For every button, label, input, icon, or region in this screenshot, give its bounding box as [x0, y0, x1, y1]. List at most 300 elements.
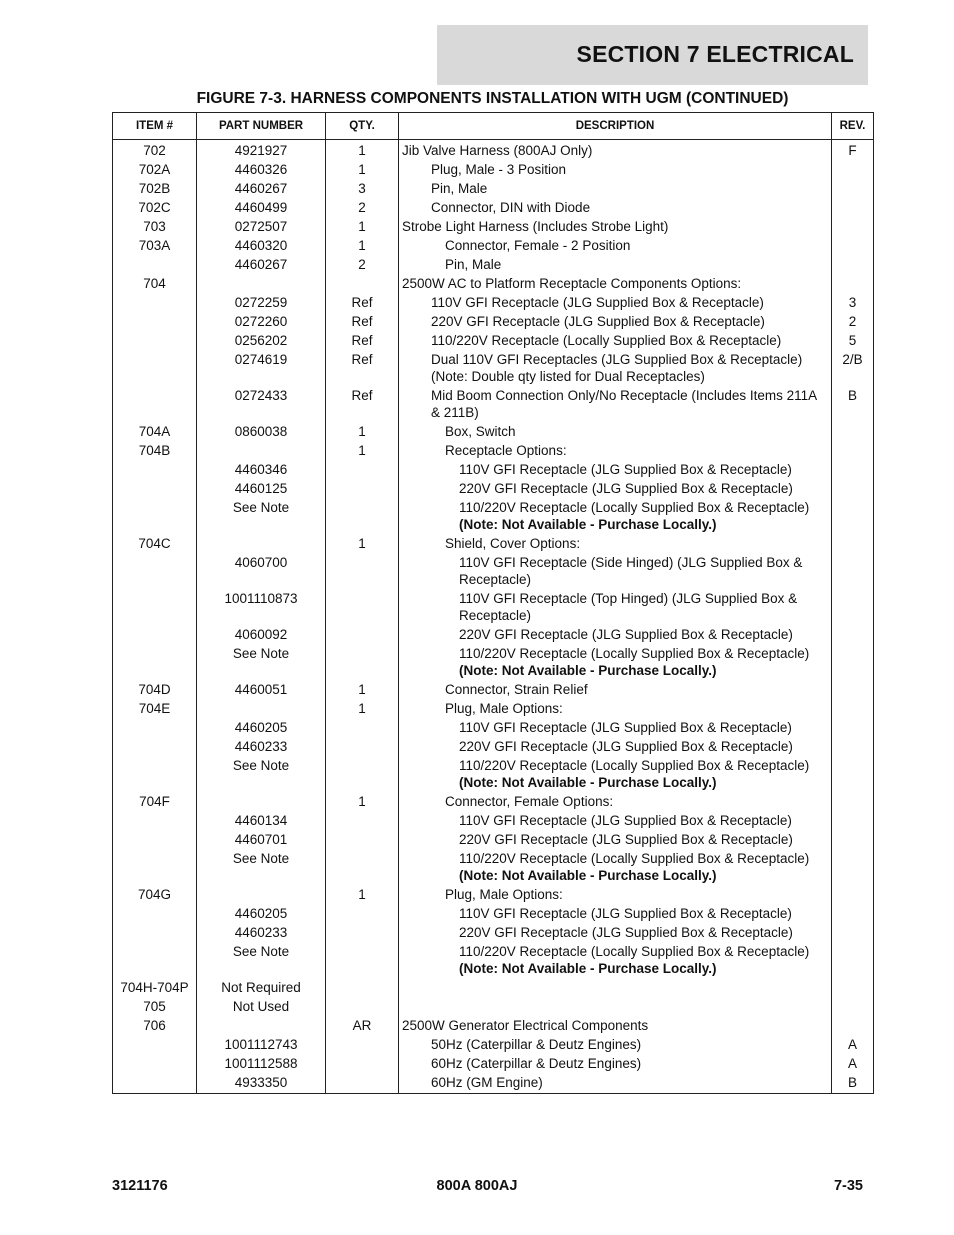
qty-cell [326, 718, 399, 737]
table-row [113, 756, 874, 792]
qty-cell: Ref [326, 312, 399, 331]
rev-cell [832, 942, 874, 978]
part-number-cell [197, 274, 326, 293]
part-number-cell: 0256202 [197, 331, 326, 350]
part-number-cell: 4060092 [197, 625, 326, 644]
description-text: Jib Valve Harness (800AJ Only) [402, 143, 593, 158]
table-row [113, 589, 874, 625]
description-text: 110/220V Receptacle (Locally Supplied Box & Receptacle) [431, 333, 782, 348]
footer-models: 800A 800AJ [436, 1178, 518, 1194]
description-text: 2500W AC to Platform Receptacle Components Options: [402, 276, 742, 291]
part-number-cell: 4460326 [197, 160, 326, 179]
description-cell [399, 699, 832, 718]
item-number-cell: 704E [113, 699, 197, 718]
part-number-cell: 4060700 [197, 553, 326, 589]
description-cell [399, 625, 832, 644]
item-number-cell [113, 553, 197, 589]
item-number-cell: 704 [113, 274, 197, 293]
item-number-cell: 702A [113, 160, 197, 179]
qty-cell: 1 [326, 140, 399, 161]
table-row [113, 1016, 874, 1035]
description-cell [399, 422, 832, 441]
qty-cell: Ref [326, 293, 399, 312]
part-number-cell: 4921927 [197, 140, 326, 161]
description-cell [399, 997, 832, 1016]
part-number-cell: 4460051 [197, 680, 326, 699]
table-row [113, 1054, 874, 1073]
description-text: 220V GFI Receptacle (JLG Supplied Box & Receptacle) [459, 627, 793, 642]
rev-cell [832, 274, 874, 293]
part-number-cell: See Note [197, 849, 326, 885]
table-row [113, 274, 874, 293]
qty-cell [326, 997, 399, 1016]
rev-cell [832, 923, 874, 942]
description-text: Connector, Female - 2 Position [445, 238, 631, 253]
column-header-item: ITEM # [113, 113, 197, 140]
part-number-cell [197, 792, 326, 811]
table-row [113, 460, 874, 479]
table-row [113, 978, 874, 997]
description-text: 110V GFI Receptacle (Top Hinged) (JLG Supplied Box & Receptacle) [459, 591, 798, 623]
qty-cell [326, 811, 399, 830]
rev-cell [832, 534, 874, 553]
qty-cell: 2 [326, 255, 399, 274]
item-number-cell: 706 [113, 1016, 197, 1035]
description-cell [399, 1016, 832, 1035]
description-text: 110/220V Receptacle (Locally Supplied Box & Receptacle) [459, 758, 810, 773]
rev-cell [832, 460, 874, 479]
part-number-cell: Not Required [197, 978, 326, 997]
qty-cell: 1 [326, 236, 399, 255]
part-number-cell: 4460320 [197, 236, 326, 255]
description-cell [399, 312, 832, 331]
rev-cell [832, 978, 874, 997]
part-number-cell: 4460346 [197, 460, 326, 479]
rev-cell [832, 217, 874, 236]
table-row [113, 923, 874, 942]
description-text: Pin, Male [431, 181, 488, 196]
table-row [113, 179, 874, 198]
description-text: 110V GFI Receptacle (JLG Supplied Box & Receptacle) [459, 813, 792, 828]
description-note: (Note: Not Available - Purchase Locally.) [459, 663, 717, 678]
rev-cell [832, 811, 874, 830]
table-row [113, 718, 874, 737]
table-row [113, 553, 874, 589]
rev-cell [832, 792, 874, 811]
rev-cell: 2/B [832, 350, 874, 386]
item-number-cell [113, 849, 197, 885]
item-number-cell [113, 460, 197, 479]
rev-cell [832, 718, 874, 737]
item-number-cell: 704G [113, 885, 197, 904]
description-cell [399, 1054, 832, 1073]
table-row [113, 644, 874, 680]
description-text: 110/220V Receptacle (Locally Supplied Box & Receptacle) [459, 944, 810, 959]
part-number-cell: See Note [197, 942, 326, 978]
description-cell [399, 885, 832, 904]
item-number-cell: 704D [113, 680, 197, 699]
item-number-cell [113, 737, 197, 756]
item-number-cell [113, 1073, 197, 1094]
item-number-cell [113, 625, 197, 644]
description-note: (Note: Not Available - Purchase Locally.) [459, 517, 717, 532]
table-row [113, 293, 874, 312]
description-text: 50Hz (Caterpillar & Deutz Engines) [431, 1037, 642, 1052]
table-row [113, 699, 874, 718]
part-number-cell: 4460267 [197, 179, 326, 198]
part-number-cell: 4460233 [197, 737, 326, 756]
qty-cell: 1 [326, 792, 399, 811]
qty-cell: AR [326, 1016, 399, 1035]
rev-cell: 2 [832, 312, 874, 331]
item-number-cell [113, 255, 197, 274]
column-header-description: DESCRIPTION [399, 113, 832, 140]
description-cell [399, 756, 832, 792]
description-cell [399, 460, 832, 479]
table-row [113, 830, 874, 849]
description-cell [399, 811, 832, 830]
qty-cell: Ref [326, 350, 399, 386]
table-row [113, 441, 874, 460]
description-text: 2500W Generator Electrical Components [402, 1018, 649, 1033]
part-number-cell: 1001110873 [197, 589, 326, 625]
table-row [113, 160, 874, 179]
description-note: (Note: Not Available - Purchase Locally.) [459, 961, 717, 976]
description-text: Dual 110V GFI Receptacles (JLG Supplied Box & Receptacle) (Note: Double qty listed for Dual Receptacles) [431, 352, 803, 384]
rev-cell [832, 737, 874, 756]
qty-cell: 1 [326, 422, 399, 441]
description-cell [399, 386, 832, 422]
item-number-cell [113, 331, 197, 350]
rev-cell [832, 1016, 874, 1035]
part-number-cell: 0272260 [197, 312, 326, 331]
qty-cell: 1 [326, 217, 399, 236]
rev-cell [832, 625, 874, 644]
part-number-cell: 0274619 [197, 350, 326, 386]
part-number-cell: 4460267 [197, 255, 326, 274]
description-text: Receptacle Options: [445, 443, 567, 458]
description-text: 110/220V Receptacle (Locally Supplied Box & Receptacle) [459, 851, 810, 866]
description-cell [399, 479, 832, 498]
qty-cell: 1 [326, 160, 399, 179]
rev-cell [832, 756, 874, 792]
description-text: Connector, Female Options: [445, 794, 614, 809]
item-number-cell [113, 1054, 197, 1073]
qty-cell [326, 978, 399, 997]
rev-cell: B [832, 1073, 874, 1094]
description-text: 110V GFI Receptacle (JLG Supplied Box & Receptacle) [459, 906, 792, 921]
description-cell [399, 1035, 832, 1054]
description-cell [399, 1073, 832, 1094]
rev-cell [832, 479, 874, 498]
table-row [113, 255, 874, 274]
description-cell [399, 160, 832, 179]
description-cell [399, 589, 832, 625]
column-header-part-number: PART NUMBER [197, 113, 326, 140]
qty-cell [326, 756, 399, 792]
rev-cell [832, 160, 874, 179]
table-row [113, 331, 874, 350]
qty-cell: Ref [326, 331, 399, 350]
description-cell [399, 904, 832, 923]
qty-cell [326, 849, 399, 885]
rev-cell [832, 997, 874, 1016]
rev-cell: A [832, 1054, 874, 1073]
part-number-cell: 4460701 [197, 830, 326, 849]
description-cell [399, 718, 832, 737]
rev-cell [832, 255, 874, 274]
item-number-cell [113, 904, 197, 923]
qty-cell [326, 625, 399, 644]
part-number-cell [197, 1016, 326, 1035]
description-cell [399, 792, 832, 811]
parts-table [112, 112, 874, 1094]
item-number-cell [113, 312, 197, 331]
item-number-cell [113, 350, 197, 386]
qty-cell: 1 [326, 885, 399, 904]
table-row [113, 198, 874, 217]
qty-cell: 1 [326, 680, 399, 699]
description-cell [399, 236, 832, 255]
qty-cell [326, 1035, 399, 1054]
part-number-cell: See Note [197, 498, 326, 534]
description-cell [399, 942, 832, 978]
qty-cell [326, 460, 399, 479]
table-row [113, 350, 874, 386]
qty-cell [326, 1073, 399, 1094]
description-cell [399, 830, 832, 849]
table-row [113, 1035, 874, 1054]
qty-cell: 2 [326, 198, 399, 217]
item-number-cell [113, 718, 197, 737]
qty-cell [326, 498, 399, 534]
item-number-cell [113, 1035, 197, 1054]
qty-cell: 3 [326, 179, 399, 198]
part-number-cell [197, 885, 326, 904]
rev-cell [832, 699, 874, 718]
item-number-cell [113, 811, 197, 830]
description-cell [399, 923, 832, 942]
description-text: 110V GFI Receptacle (JLG Supplied Box & Receptacle) [431, 295, 764, 310]
rev-cell [832, 589, 874, 625]
part-number-cell: 4460134 [197, 811, 326, 830]
table-row [113, 811, 874, 830]
item-number-cell [113, 923, 197, 942]
section-title: SECTION 7 ELECTRICAL [576, 41, 854, 67]
qty-cell [326, 274, 399, 293]
description-cell [399, 849, 832, 885]
table-row [113, 680, 874, 699]
description-text: 220V GFI Receptacle (JLG Supplied Box & Receptacle) [459, 832, 793, 847]
description-text: 110V GFI Receptacle (JLG Supplied Box & Receptacle) [459, 720, 792, 735]
description-text: Box, Switch [445, 424, 516, 439]
qty-cell: Ref [326, 386, 399, 422]
description-cell [399, 140, 832, 161]
qty-cell [326, 904, 399, 923]
qty-cell: 1 [326, 699, 399, 718]
part-number-cell: 4933350 [197, 1073, 326, 1094]
qty-cell: 1 [326, 441, 399, 460]
part-number-cell: 1001112743 [197, 1035, 326, 1054]
item-number-cell: 704F [113, 792, 197, 811]
part-number-cell: 4460205 [197, 904, 326, 923]
description-text: 110/220V Receptacle (Locally Supplied Box & Receptacle) [459, 500, 810, 515]
table-row [113, 479, 874, 498]
description-text: 110V GFI Receptacle (Side Hinged) (JLG Supplied Box & Receptacle) [459, 555, 803, 587]
description-cell [399, 350, 832, 386]
table-row [113, 236, 874, 255]
rev-cell [832, 885, 874, 904]
part-number-cell: 4460499 [197, 198, 326, 217]
item-number-cell [113, 386, 197, 422]
figure-title: FIGURE 7-3. HARNESS COMPONENTS INSTALLATION WITH UGM (CONTINUED) [196, 90, 789, 107]
rev-cell [832, 830, 874, 849]
qty-cell [326, 1054, 399, 1073]
item-number-cell: 702C [113, 198, 197, 217]
qty-cell [326, 479, 399, 498]
table-row [113, 498, 874, 534]
rev-cell [832, 849, 874, 885]
item-number-cell: 704B [113, 441, 197, 460]
description-cell [399, 293, 832, 312]
rev-cell [832, 644, 874, 680]
table-row [113, 737, 874, 756]
rev-cell: 5 [832, 331, 874, 350]
table-row [113, 312, 874, 331]
description-cell [399, 198, 832, 217]
description-text: 220V GFI Receptacle (JLG Supplied Box & Receptacle) [459, 739, 793, 754]
qty-cell [326, 589, 399, 625]
table-row [113, 386, 874, 422]
footer-page-number: 7-35 [833, 1178, 863, 1194]
item-number-cell: 703A [113, 236, 197, 255]
part-number-cell: 1001112588 [197, 1054, 326, 1073]
description-text: Strobe Light Harness (Includes Strobe Light) [402, 219, 669, 234]
description-text: Plug, Male Options: [445, 701, 563, 716]
column-header-rev: REV. [832, 113, 874, 140]
rev-cell [832, 680, 874, 699]
description-text: 110V GFI Receptacle (JLG Supplied Box & Receptacle) [459, 462, 792, 477]
table-row [113, 1073, 874, 1094]
item-number-cell [113, 498, 197, 534]
part-number-cell: 4460205 [197, 718, 326, 737]
description-cell [399, 331, 832, 350]
rev-cell [832, 422, 874, 441]
description-text: Plug, Male Options: [445, 887, 563, 902]
part-number-cell: 0272433 [197, 386, 326, 422]
rev-cell: B [832, 386, 874, 422]
description-cell [399, 553, 832, 589]
rev-cell: A [832, 1035, 874, 1054]
item-number-cell: 704C [113, 534, 197, 553]
table-row [113, 625, 874, 644]
description-text: Pin, Male [445, 257, 502, 272]
description-cell [399, 978, 832, 997]
qty-cell [326, 737, 399, 756]
description-text: 60Hz (GM Engine) [431, 1075, 543, 1090]
rev-cell [832, 236, 874, 255]
description-text: 220V GFI Receptacle (JLG Supplied Box & Receptacle) [459, 481, 793, 496]
description-cell [399, 737, 832, 756]
qty-cell [326, 644, 399, 680]
description-cell [399, 644, 832, 680]
table-row [113, 534, 874, 553]
part-number-cell: 0860038 [197, 422, 326, 441]
part-number-cell: See Note [197, 756, 326, 792]
item-number-cell: 705 [113, 997, 197, 1016]
description-cell [399, 274, 832, 293]
column-header-qty: QTY. [326, 113, 399, 140]
table-header-row [113, 113, 874, 140]
table-row [113, 422, 874, 441]
part-number-cell [197, 699, 326, 718]
part-number-cell [197, 534, 326, 553]
description-cell [399, 441, 832, 460]
description-cell [399, 498, 832, 534]
rev-cell [832, 553, 874, 589]
description-text: Connector, Strain Relief [445, 682, 588, 697]
description-note: (Note: Not Available - Purchase Locally.) [459, 868, 717, 883]
item-number-cell: 703 [113, 217, 197, 236]
table-row [113, 885, 874, 904]
description-text: 220V GFI Receptacle (JLG Supplied Box & Receptacle) [459, 925, 793, 940]
table-row [113, 997, 874, 1016]
rev-cell [832, 179, 874, 198]
qty-cell [326, 942, 399, 978]
description-cell [399, 534, 832, 553]
part-number-cell: 4460233 [197, 923, 326, 942]
item-number-cell: 704A [113, 422, 197, 441]
rev-cell: F [832, 140, 874, 161]
rev-cell [832, 498, 874, 534]
item-number-cell [113, 756, 197, 792]
qty-cell [326, 923, 399, 942]
rev-cell: 3 [832, 293, 874, 312]
rev-cell [832, 904, 874, 923]
item-number-cell: 704H-704P [113, 978, 197, 997]
item-number-cell [113, 293, 197, 312]
qty-cell [326, 830, 399, 849]
item-number-cell [113, 942, 197, 978]
description-note: (Note: Not Available - Purchase Locally.) [459, 775, 717, 790]
part-number-cell: 0272507 [197, 217, 326, 236]
item-number-cell: 702 [113, 140, 197, 161]
qty-cell [326, 553, 399, 589]
table-row [113, 904, 874, 923]
description-text: Mid Boom Connection Only/No Receptacle (Includes Items 211A & 211B) [431, 388, 817, 420]
item-number-cell [113, 589, 197, 625]
table-row [113, 140, 874, 161]
table-row [113, 217, 874, 236]
qty-cell: 1 [326, 534, 399, 553]
description-cell [399, 179, 832, 198]
item-number-cell [113, 644, 197, 680]
description-cell [399, 680, 832, 699]
part-number-cell [197, 441, 326, 460]
part-number-cell: Not Used [197, 997, 326, 1016]
table-row [113, 942, 874, 978]
footer-doc-number: 3121176 [112, 1178, 168, 1194]
rev-cell [832, 198, 874, 217]
item-number-cell [113, 479, 197, 498]
description-text: 60Hz (Caterpillar & Deutz Engines) [431, 1056, 642, 1071]
rev-cell [832, 441, 874, 460]
item-number-cell [113, 830, 197, 849]
table-body [113, 140, 874, 1094]
description-text: 110/220V Receptacle (Locally Supplied Box & Receptacle) [459, 646, 810, 661]
description-text: Plug, Male - 3 Position [431, 162, 567, 177]
table-row [113, 849, 874, 885]
